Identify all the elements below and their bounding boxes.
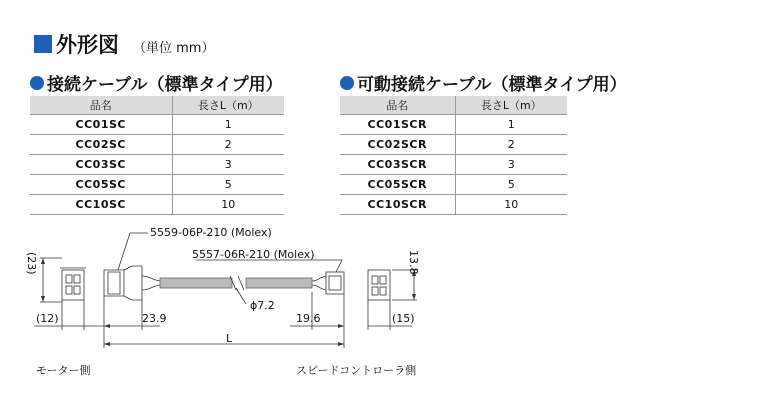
length-value: 10 — [172, 195, 284, 215]
product-name: CC02SCR — [340, 135, 455, 155]
column-header-length: 長さL（m） — [455, 96, 567, 115]
dim-13-8: 13.8 — [407, 250, 420, 275]
dim-23-9: 23.9 — [142, 312, 167, 325]
cable-body-left — [160, 278, 232, 288]
length-value: 10 — [455, 195, 567, 215]
column-header-name: 品名 — [30, 96, 172, 115]
title-text: 外形図 — [56, 33, 119, 57]
length-value: 5 — [172, 175, 284, 195]
section-heading-text: 接続ケーブル（標準タイプ用） — [47, 75, 283, 95]
length-value: 2 — [455, 135, 567, 155]
product-name: CC05SCR — [340, 175, 455, 195]
column-header-name: 品名 — [340, 96, 455, 115]
motor-connector-label: 5559-06P-210 (Molex) — [150, 226, 272, 239]
title-unit: （単位 mm） — [133, 40, 215, 56]
length-value: 2 — [172, 135, 284, 155]
product-name: CC05SC — [30, 175, 172, 195]
driver-connector-label: 5557-06R-210 (Molex) — [192, 248, 315, 261]
product-name: CC03SCR — [340, 155, 455, 175]
motor-connector-end-view — [62, 270, 84, 300]
product-name: CC10SCR — [340, 195, 455, 215]
dim-23: (23) — [25, 252, 38, 275]
product-name: CC10SC — [30, 195, 172, 215]
column-header-length: 長さL（m） — [172, 96, 284, 115]
product-name: CC01SC — [30, 115, 172, 135]
label-motor-side: モーター側 — [36, 364, 91, 377]
dim-15: (15) — [392, 312, 415, 325]
driver-connector-end-view — [368, 270, 390, 300]
product-name: CC03SC — [30, 155, 172, 175]
dim-19-6: 19.6 — [296, 312, 321, 325]
label-controller-side: スピードコントローラ側 — [296, 364, 417, 377]
dim-L: L — [226, 332, 233, 345]
length-value: 1 — [455, 115, 567, 135]
cable-body-right — [246, 278, 312, 288]
dim-phi: ϕ7.2 — [250, 299, 275, 312]
length-value: 1 — [172, 115, 284, 135]
length-value: 3 — [172, 155, 284, 175]
product-name: CC02SC — [30, 135, 172, 155]
length-value: 3 — [455, 155, 567, 175]
dim-12: (12) — [36, 312, 59, 325]
section-heading-text: 可動接続ケーブル（標準タイプ用） — [357, 75, 627, 95]
motor-connector-side-view — [104, 266, 142, 300]
length-value: 5 — [455, 175, 567, 195]
product-name: CC01SCR — [340, 115, 455, 135]
